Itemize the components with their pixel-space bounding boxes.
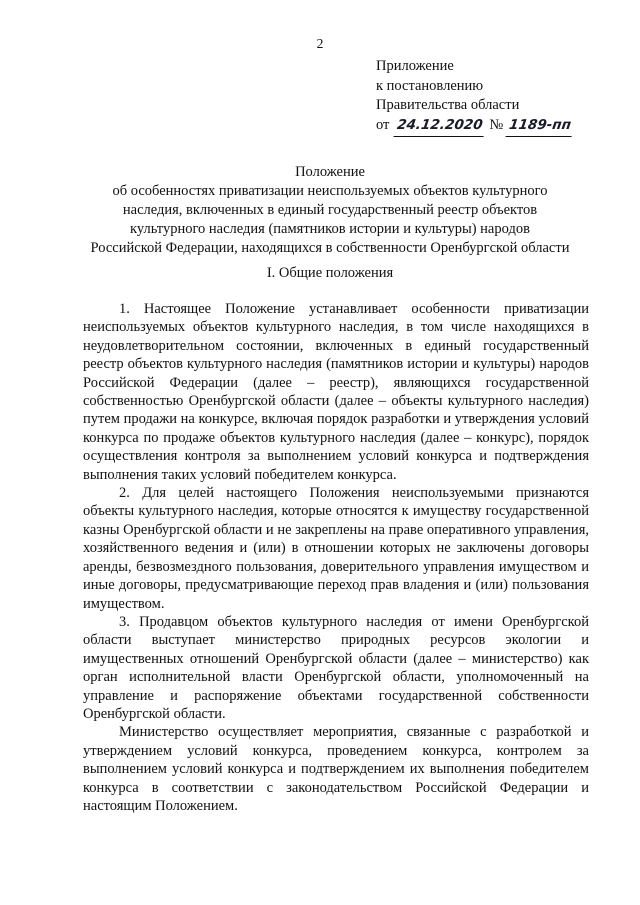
appendix-line-1: Приложение xyxy=(376,58,454,74)
page-number: 2 xyxy=(316,36,324,51)
title-line-3: наследия, включенных в единый государственный реестр объектов xyxy=(122,202,538,218)
paragraph-3: 3. Продавцом объектов культурного наследия от имени Оренбургской области выступает министерство природных ресурсов экологии и имущественных отношений Оренбургской области (далее – министерство) как орган исполнительной власти Оренбургской области, уполномоченный на управление и распоряжение объектами государственной собственности Оренбургской области. xyxy=(83,613,589,722)
paragraph-4: Министерство осуществляет мероприятия, связанные с разработкой и утверждением условий конкурса, проведением конкурса, контролем за выполнением условий конкурса и подтверждением их выполнения победителем конкурса в соответствии с законодательством Российской Федерации и настоящим Положением. xyxy=(83,724,589,814)
body-text xyxy=(83,300,589,815)
title-line-1: Положение xyxy=(295,164,365,180)
appendix-date-number-line xyxy=(376,116,573,137)
section-heading: I. Общие положения xyxy=(266,265,394,281)
paragraph-1: 1. Настоящее Положение устанавливает особенности приватизации неиспользуемых объектов культурного наследия, в том числе находящихся в неудовлетворительном состоянии, включенных в единый государственный реестр объектов культурного наследия (памятников истории и культуры) народов Российской Федерации (далее – реестр), являющихся государственной собственностью Оренбургской области (далее – объекты культурного наследия) путем продажи на конкурсе, включая порядок разработки и утверждения условий конкурса по продаже объектов культурного наследия (далее – конкурс), порядок осуществления контроля за выполнением условий конкурса и подтверждения выполнения таких условий победителем конкурса. xyxy=(83,301,589,483)
appendix-line-3: Правительства области xyxy=(376,97,520,113)
handwritten-date: 24.12.2020 xyxy=(394,116,487,137)
title-line-4: культурного наследия (памятников истории и культуры) народов xyxy=(130,221,530,237)
number-sign: № xyxy=(489,116,504,133)
title-line-5: Российской Федерации, находящихся в собственности Оренбургской области xyxy=(90,240,570,256)
from-label: от xyxy=(376,116,390,133)
paragraph-2: 2. Для целей настоящего Положения неиспользуемыми признаются объекты культурного наследия, которые относятся к имуществу государственной казны Оренбургской области и не закреплены на праве оперативного управления, хозяйственного ведения и (или) в отношении которых не заключены договоры аренды, безвозмездного пользования, доверительного управления имуществом и иные договоры, предусматривающие переход прав владения и (или) пользования имуществом. xyxy=(83,485,589,612)
appendix-line-2: к постановлению xyxy=(376,77,484,94)
handwritten-number: 1189-пп xyxy=(506,116,575,137)
appendix-block xyxy=(376,57,573,136)
document-title xyxy=(60,163,600,258)
title-line-2: об особенностях приватизации неиспользуемых объектов культурного xyxy=(112,183,548,199)
